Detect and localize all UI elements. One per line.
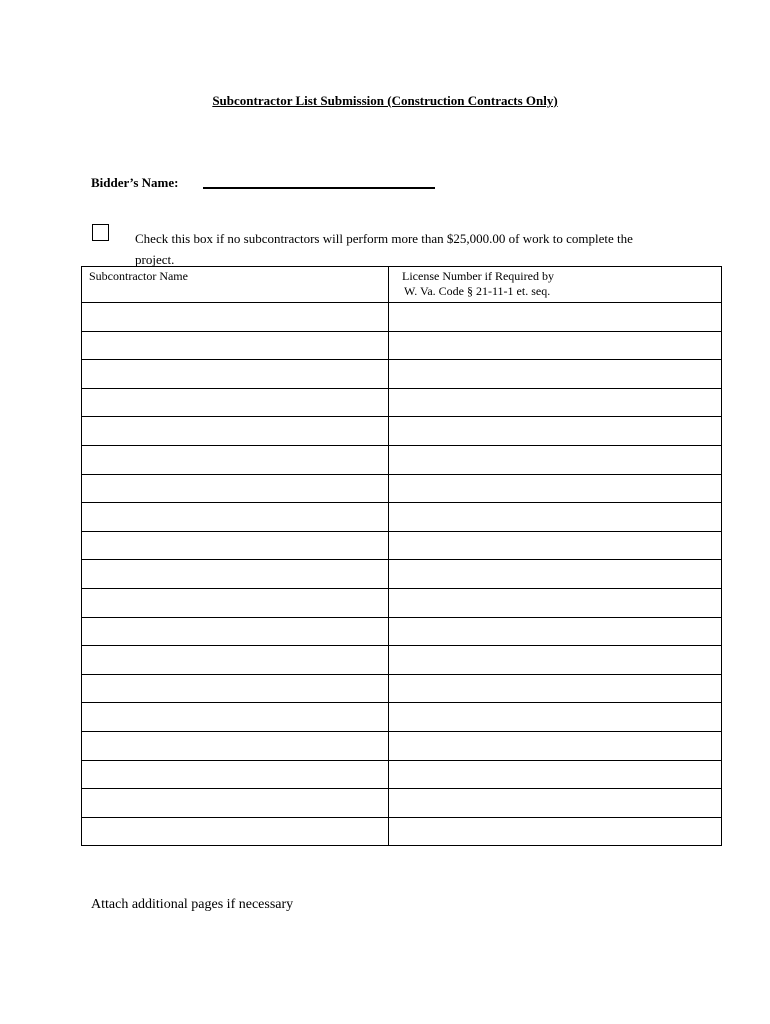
- subcontractor-name-cell[interactable]: [82, 331, 389, 360]
- table-row: [82, 417, 722, 446]
- license-number-cell[interactable]: [389, 531, 722, 560]
- table-row: [82, 703, 722, 732]
- table-row: [82, 588, 722, 617]
- license-number-cell[interactable]: [389, 560, 722, 589]
- subcontractor-name-cell[interactable]: [82, 731, 389, 760]
- header-license-number-line1: License Number if Required by: [402, 269, 554, 283]
- table-body: [82, 303, 722, 846]
- table-row: [82, 646, 722, 675]
- table-row: [82, 617, 722, 646]
- license-number-cell[interactable]: [389, 731, 722, 760]
- no-subcontractors-text-line1: Check this box if no subcontractors will perform more than $25,000.00 of work to complete the: [135, 231, 633, 246]
- no-subcontractors-text-line2: project.: [135, 252, 175, 267]
- table-header-row: [82, 267, 722, 303]
- license-number-cell[interactable]: [389, 617, 722, 646]
- table-row: [82, 445, 722, 474]
- table-row: [82, 731, 722, 760]
- table-row: [82, 674, 722, 703]
- bidder-name-label: Bidder’s Name:: [91, 175, 179, 190]
- license-number-cell[interactable]: [389, 760, 722, 789]
- subcontractor-name-cell[interactable]: [82, 503, 389, 532]
- header-subcontractor-name-label: Subcontractor Name: [89, 269, 188, 283]
- license-number-cell[interactable]: [389, 817, 722, 846]
- table-row: [82, 560, 722, 589]
- license-number-cell[interactable]: [389, 388, 722, 417]
- table-row: [82, 760, 722, 789]
- license-number-cell[interactable]: [389, 360, 722, 389]
- subcontractor-name-cell[interactable]: [82, 588, 389, 617]
- subcontractor-name-cell[interactable]: [82, 789, 389, 818]
- license-number-cell[interactable]: [389, 789, 722, 818]
- subcontractor-name-cell[interactable]: [82, 560, 389, 589]
- license-number-cell[interactable]: [389, 703, 722, 732]
- header-subcontractor-name: [82, 267, 389, 303]
- license-number-cell[interactable]: [389, 503, 722, 532]
- bidder-name-field[interactable]: [203, 187, 435, 189]
- subcontractor-name-cell[interactable]: [82, 417, 389, 446]
- no-subcontractors-text: [135, 228, 695, 270]
- subcontractor-name-cell[interactable]: [82, 703, 389, 732]
- subcontractor-name-cell[interactable]: [82, 388, 389, 417]
- license-number-cell[interactable]: [389, 646, 722, 675]
- subcontractor-name-cell[interactable]: [82, 674, 389, 703]
- subcontractor-name-cell[interactable]: [82, 531, 389, 560]
- subcontractor-name-cell[interactable]: [82, 617, 389, 646]
- subcontractor-name-cell[interactable]: [82, 760, 389, 789]
- table-row: [82, 303, 722, 332]
- subcontractor-table: [81, 266, 722, 846]
- license-number-cell[interactable]: [389, 474, 722, 503]
- table-row: [82, 388, 722, 417]
- license-number-cell[interactable]: [389, 331, 722, 360]
- attach-additional-pages-note: Attach additional pages if necessary: [91, 897, 294, 912]
- header-license-number-line2: W. Va. Code § 21-11-1 et. seq.: [404, 284, 551, 298]
- subcontractor-name-cell[interactable]: [82, 474, 389, 503]
- table-row: [82, 331, 722, 360]
- subcontractor-name-cell[interactable]: [82, 817, 389, 846]
- subcontractor-name-cell[interactable]: [82, 646, 389, 675]
- no-subcontractors-checkbox[interactable]: [92, 224, 109, 241]
- license-number-cell[interactable]: [389, 445, 722, 474]
- table-row: [82, 817, 722, 846]
- table-row: [82, 503, 722, 532]
- page-title: Subcontractor List Submission (Construction Contracts Only): [212, 93, 558, 108]
- header-license-number: [389, 267, 722, 303]
- table-row: [82, 789, 722, 818]
- subcontractor-name-cell[interactable]: [82, 303, 389, 332]
- license-number-cell[interactable]: [389, 588, 722, 617]
- table-row: [82, 360, 722, 389]
- table-row: [82, 531, 722, 560]
- subcontractor-name-cell[interactable]: [82, 445, 389, 474]
- license-number-cell[interactable]: [389, 303, 722, 332]
- license-number-cell[interactable]: [389, 674, 722, 703]
- subcontractor-name-cell[interactable]: [82, 360, 389, 389]
- license-number-cell[interactable]: [389, 417, 722, 446]
- table-row: [82, 474, 722, 503]
